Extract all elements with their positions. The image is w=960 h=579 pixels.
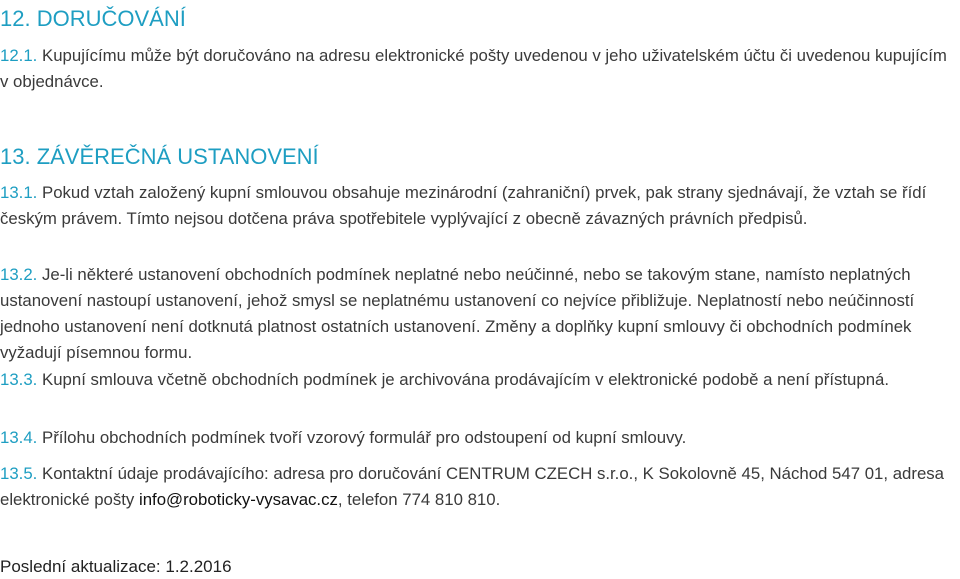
- paragraph-number: 13.3.: [0, 370, 38, 389]
- paragraph-number: 13.2.: [0, 265, 38, 284]
- paragraph-12-1: [0, 43, 958, 95]
- section-13-heading: 13. ZÁVĚREČNÁ USTANOVENÍ: [0, 144, 319, 169]
- paragraph-text: Přílohu obchodních podmínek tvoří vzorový formulář pro odstoupení od kupní smlouvy.: [42, 428, 687, 447]
- paragraph-text: Kontaktní údaje prodávajícího: adresa pro doručování CENTRUM CZECH s.r.o., K Sokolovně 45, Náchod 547 01, adresa elektronické pošty: [0, 464, 945, 509]
- paragraph-text-end: , telefon 774 810 810.: [337, 490, 501, 509]
- paragraph-text: Pokud vztah založený kupní smlouvou obsahuje mezinárodní (zahraniční) prvek, pak strany sjednávají, že vztah se řídí českým právem. Tímto nejsou dotčena práva spotřebitele vyplývající z obecně závazných právních předpisů.: [0, 183, 927, 228]
- paragraph-text: Je-li některé ustanovení obchodních podmínek neplatné nebo neúčinné, nebo se takovým stane, namísto neplatných ustanovení nastoupí ustanovení, jehož smysl se neplatnému ustanovení co nejvíce přibližuje. Neplatností nebo neúčinností jednoho ustanovení není dotknutá platnost ostatních ustanovení. Změny a doplňky kupní smlouvy či obchodních podmínek vyžadují písemnou formu.: [0, 265, 915, 362]
- paragraph-13-5: [0, 461, 958, 513]
- paragraph-number: 13.1.: [0, 183, 38, 202]
- paragraph-text: Kupujícímu může být doručováno na adresu elektronické pošty uvedenou v jeho uživatelském účtu či uvedenou kupujícím v objednávce.: [0, 46, 947, 91]
- paragraph-13-3: [0, 367, 958, 393]
- section-12-heading: 12. DORUČOVÁNÍ: [0, 6, 186, 31]
- paragraph-13-1: [0, 180, 958, 232]
- paragraph-13-2: [0, 262, 958, 366]
- paragraph-number: 13.5.: [0, 464, 38, 483]
- last-update-note: Poslední aktualizace: 1.2.2016: [0, 557, 232, 576]
- contact-email-link[interactable]: info@roboticky-vysavac.cz: [138, 490, 338, 509]
- paragraph-number: 12.1.: [0, 46, 38, 65]
- paragraph-text: Kupní smlouva včetně obchodních podmínek je archivována prodávajícím v elektronické podobě a není přístupná.: [42, 370, 890, 389]
- paragraph-13-4: [0, 425, 958, 451]
- paragraph-number: 13.4.: [0, 428, 38, 447]
